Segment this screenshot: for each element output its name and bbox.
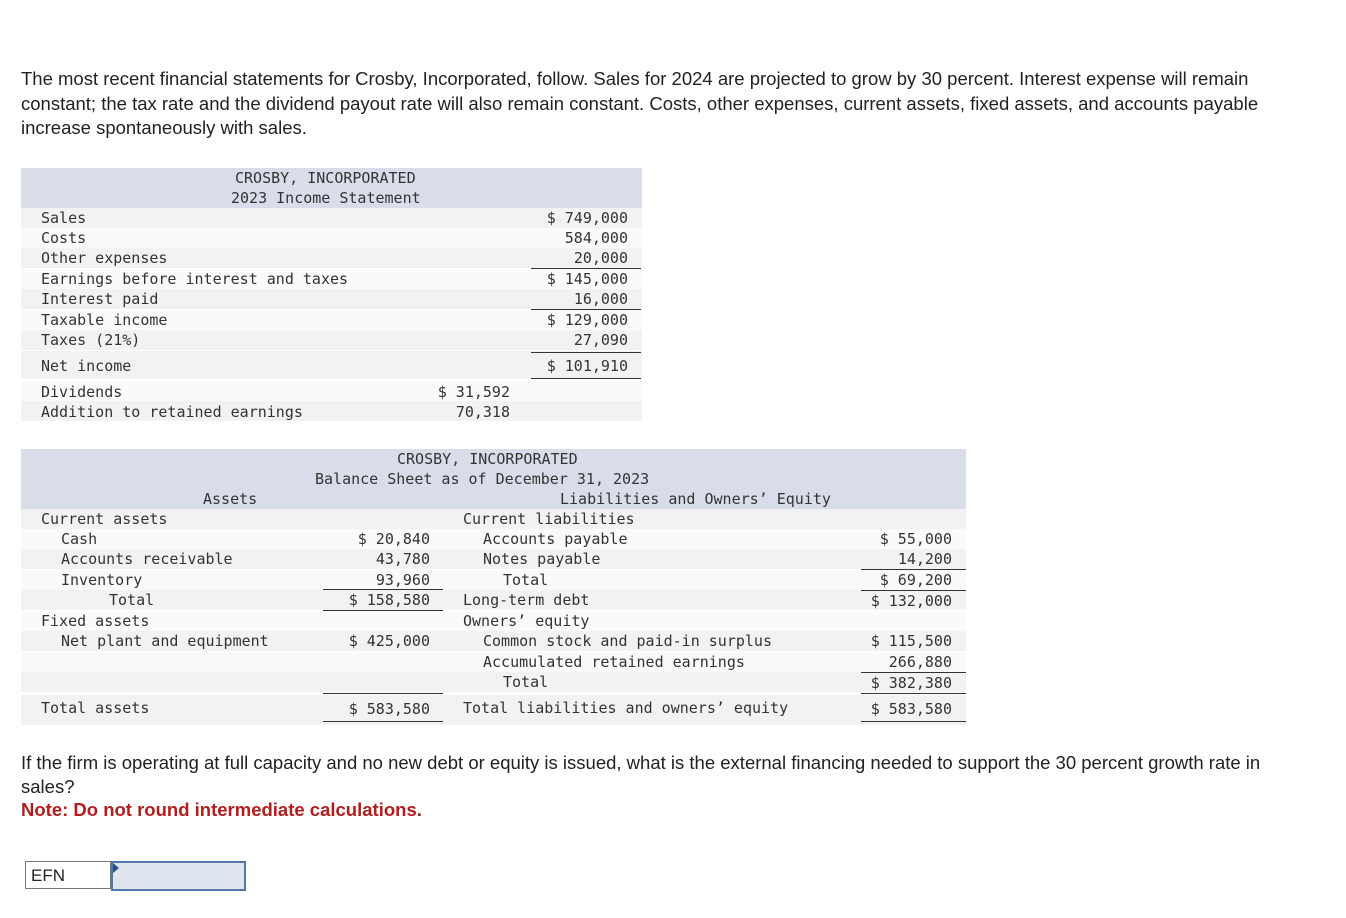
income-label: Dividends — [41, 383, 123, 401]
asset-value: 93,960 — [375, 571, 430, 589]
efn-input[interactable] — [111, 861, 246, 891]
asset-label: Cash — [61, 530, 98, 548]
asset-value: $ 583,580 — [323, 693, 443, 719]
income-value: $ 129,000 — [531, 309, 641, 330]
balance-company: CROSBY, INCORPORATED — [397, 450, 578, 468]
income-label: Net income — [41, 357, 132, 375]
assets-header: Assets — [203, 490, 258, 508]
liability-value: 266,880 — [888, 653, 952, 671]
income-label: Interest paid — [41, 290, 159, 308]
income-value: 70,318 — [455, 403, 510, 421]
liability-label: Accumulated retained earnings — [483, 653, 745, 671]
asset-label: Total assets — [41, 699, 150, 717]
income-value: $ 31,592 — [437, 383, 510, 401]
liability-value: $ 132,000 — [861, 590, 966, 611]
efn-label: EFN — [25, 861, 111, 889]
asset-value: 43,780 — [375, 550, 430, 568]
problem-intro: The most recent financial statements for Crosby, Incorporated, follow. Sales for 2024 are projected to grow by 30 percent. Interest expense will remain constant; the tax rate and the dividend payout rate will also remain constant. Costs, other expenses, current assets, fixed assets, and accounts payable increase spontaneously with sales. — [21, 68, 1259, 138]
asset-label: Current assets — [41, 510, 168, 528]
income-value: $ 145,000 — [531, 268, 641, 289]
asset-value: $ 158,580 — [323, 589, 443, 610]
liability-label: Common stock and paid-in surplus — [483, 632, 772, 650]
liability-label: Total liabilities and owners’ equity — [463, 699, 789, 717]
income-label: Addition to retained earnings — [41, 403, 303, 421]
liabilities-header: Liabilities and Owners’ Equity — [560, 490, 831, 508]
income-value: 584,000 — [564, 229, 628, 247]
liability-value: 14,200 — [897, 550, 952, 568]
balance-sheet — [21, 449, 966, 725]
input-marker-icon — [113, 863, 119, 873]
liability-label: Notes payable — [483, 550, 601, 568]
liability-label: Long-term debt — [463, 591, 590, 609]
income-value: 27,090 — [573, 331, 628, 349]
income-value: 16,000 — [573, 290, 628, 308]
asset-value: $ 20,840 — [357, 530, 430, 548]
income-label: Taxable income — [41, 311, 168, 329]
income-statement — [21, 168, 642, 422]
income-label: Sales — [41, 209, 87, 227]
liability-value: $ 382,380 — [861, 672, 966, 693]
liability-label: Owners’ equity — [463, 612, 590, 630]
liability-value: $ 69,200 — [861, 569, 966, 590]
liability-label: Current liabilities — [463, 510, 635, 528]
income-label: Taxes (21%) — [41, 331, 141, 349]
question-text: If the firm is operating at full capacity and no new debt or equity is issued, what is the external financing needed to support the 30 percent growth rate in sales? — [21, 752, 1261, 797]
asset-value: $ 425,000 — [348, 632, 430, 650]
liability-value: $ 583,580 — [861, 693, 966, 719]
income-value: 20,000 — [573, 249, 628, 267]
income-value: $ 749,000 — [546, 209, 628, 227]
balance-title: Balance Sheet as of December 31, 2023 — [315, 470, 650, 488]
asset-label: Net plant and equipment — [61, 632, 269, 650]
income-label: Earnings before interest and taxes — [41, 270, 349, 288]
income-title: 2023 Income Statement — [231, 189, 421, 207]
asset-label: Fixed assets — [41, 612, 150, 630]
income-label: Other expenses — [41, 249, 168, 267]
income-value: $ 101,910 — [531, 352, 641, 378]
asset-label: Accounts receivable — [61, 550, 233, 568]
liability-value: $ 115,500 — [870, 632, 952, 650]
liability-value: $ 55,000 — [879, 530, 952, 548]
note-text: Note: Do not round intermediate calculations. — [21, 799, 422, 820]
liability-label: Total — [503, 673, 549, 691]
income-label: Costs — [41, 229, 87, 247]
income-company: CROSBY, INCORPORATED — [235, 169, 416, 187]
liability-label: Accounts payable — [483, 530, 628, 548]
asset-label: Total — [109, 591, 155, 609]
liability-label: Total — [503, 571, 549, 589]
asset-label: Inventory — [61, 571, 143, 589]
